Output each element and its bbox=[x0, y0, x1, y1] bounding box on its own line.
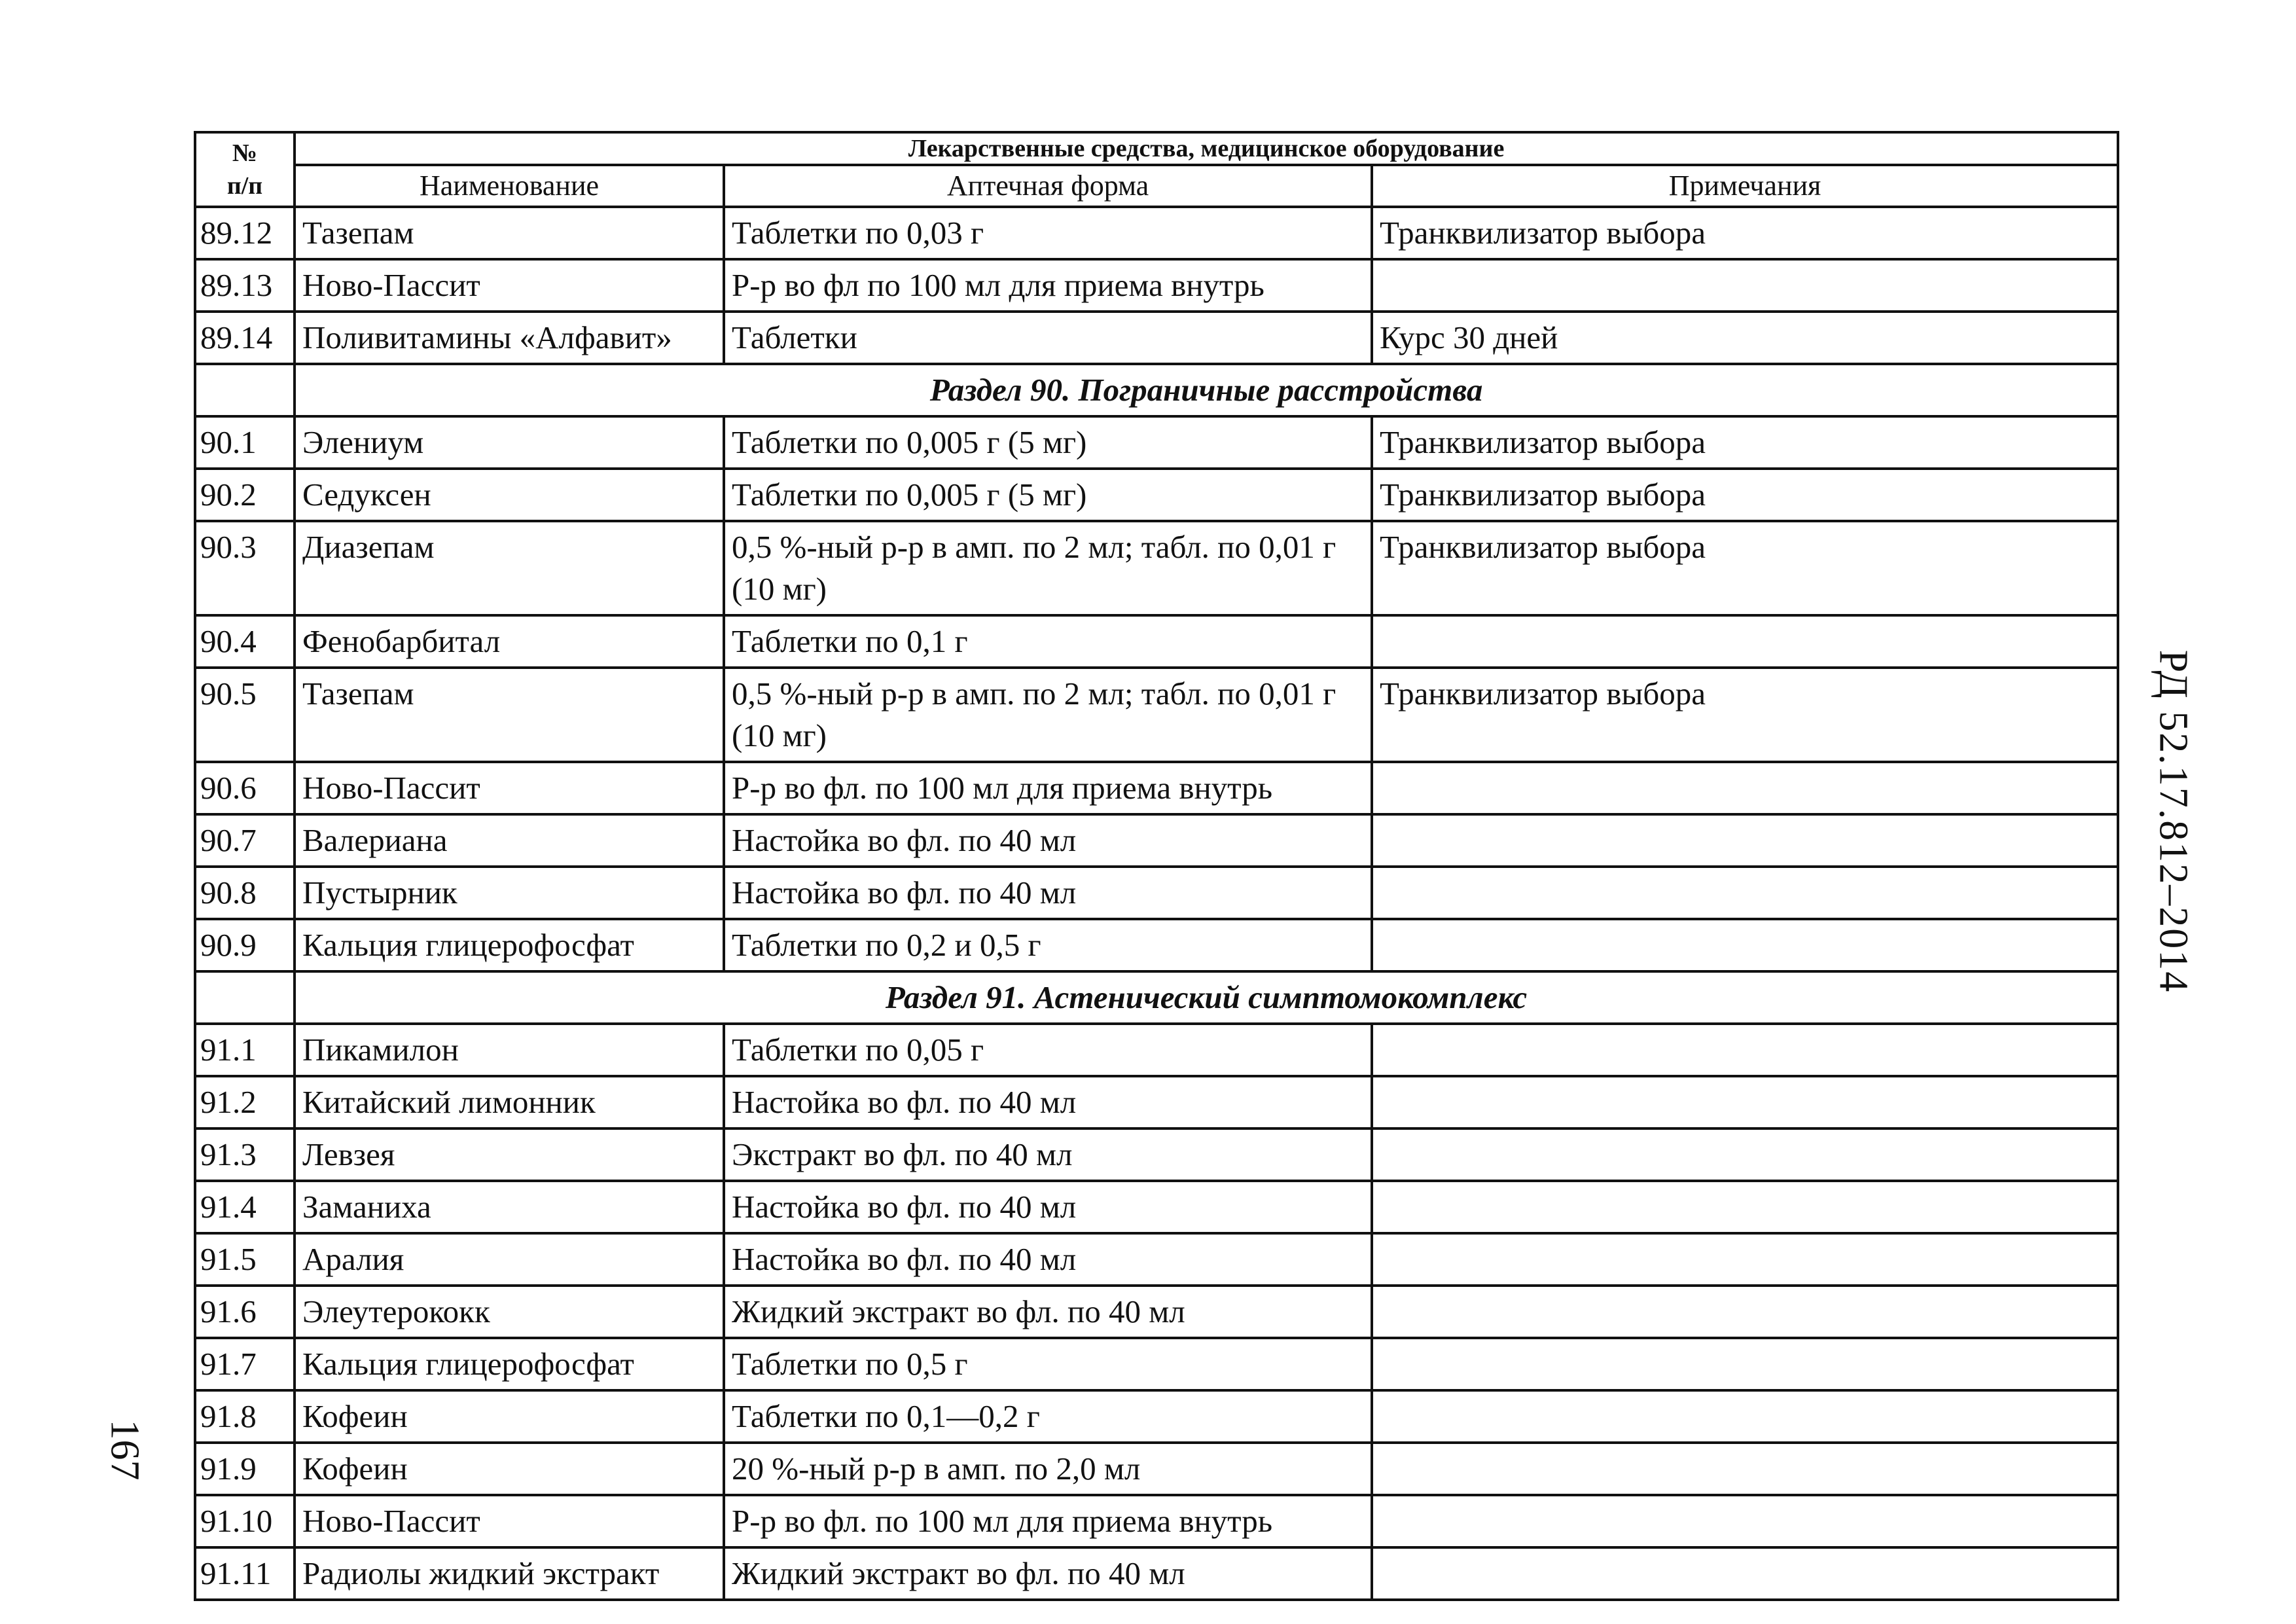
section-row bbox=[195, 971, 2118, 1024]
row-note: Транквилизатор выбора bbox=[1372, 668, 2118, 762]
row-name: Кальция глицерофосфат bbox=[295, 919, 724, 971]
row-form: Настойка во фл. по 40 мл bbox=[724, 1233, 1372, 1286]
row-name: Поливитамины «Алфавит» bbox=[295, 312, 724, 364]
section-number-cell bbox=[195, 971, 295, 1024]
row-form: 20 %-ный р-р в амп. по 2,0 мл bbox=[724, 1443, 1372, 1495]
row-name: Радиолы жидкий экстракт bbox=[295, 1547, 724, 1600]
row-form: Настойка во фл. по 40 мл bbox=[724, 1076, 1372, 1128]
table-row bbox=[195, 1024, 2118, 1076]
row-number: 91.4 bbox=[195, 1181, 295, 1233]
table-row bbox=[195, 1181, 2118, 1233]
header-number bbox=[195, 132, 295, 207]
row-form: Таблетки по 0,03 г bbox=[724, 207, 1372, 259]
row-note bbox=[1372, 1024, 2118, 1076]
table-row bbox=[195, 919, 2118, 971]
row-note bbox=[1372, 259, 2118, 312]
table-row bbox=[195, 1547, 2118, 1600]
row-number: 90.8 bbox=[195, 867, 295, 919]
row-number: 90.1 bbox=[195, 416, 295, 469]
table-row bbox=[195, 312, 2118, 364]
table-row bbox=[195, 416, 2118, 469]
header-notes: Примечания bbox=[1372, 165, 2118, 207]
table-row bbox=[195, 521, 2118, 615]
section-title: Раздел 90. Пограничные расстройства bbox=[295, 364, 2118, 416]
table-row bbox=[195, 668, 2118, 762]
row-name: Диазепам bbox=[295, 521, 724, 615]
row-number: 90.4 bbox=[195, 615, 295, 668]
row-number: 89.14 bbox=[195, 312, 295, 364]
row-note bbox=[1372, 1443, 2118, 1495]
header-number-symbol: № bbox=[232, 139, 258, 167]
row-name: Элениум bbox=[295, 416, 724, 469]
row-number: 91.5 bbox=[195, 1233, 295, 1286]
table-row bbox=[195, 469, 2118, 521]
row-name: Кофеин bbox=[295, 1390, 724, 1443]
row-number: 90.3 bbox=[195, 521, 295, 615]
document-code-text: РД 52.17.812–2014 bbox=[2151, 649, 2196, 994]
row-note bbox=[1372, 814, 2118, 867]
row-note bbox=[1372, 1076, 2118, 1128]
table-row bbox=[195, 259, 2118, 312]
row-note: Курс 30 дней bbox=[1372, 312, 2118, 364]
row-form: Таблетки по 0,005 г (5 мг) bbox=[724, 416, 1372, 469]
table-row bbox=[195, 1128, 2118, 1181]
row-note bbox=[1372, 1286, 2118, 1338]
header-number-label: п/п bbox=[226, 172, 263, 200]
row-note bbox=[1372, 867, 2118, 919]
row-name: Левзея bbox=[295, 1128, 724, 1181]
table-row bbox=[195, 1286, 2118, 1338]
header-name: Наименование bbox=[295, 165, 724, 207]
row-name: Тазепам bbox=[295, 668, 724, 762]
table-row bbox=[195, 814, 2118, 867]
medicines-table bbox=[194, 131, 2119, 1601]
row-number: 91.10 bbox=[195, 1495, 295, 1547]
row-name: Кальция глицерофосфат bbox=[295, 1338, 724, 1390]
row-form: Р-р во фл по 100 мл для приема внутрь bbox=[724, 259, 1372, 312]
row-note bbox=[1372, 1233, 2118, 1286]
row-note bbox=[1372, 1181, 2118, 1233]
row-name: Фенобарбитал bbox=[295, 615, 724, 668]
row-note bbox=[1372, 1390, 2118, 1443]
row-note: Транквилизатор выбора bbox=[1372, 416, 2118, 469]
row-note bbox=[1372, 615, 2118, 668]
row-number: 89.13 bbox=[195, 259, 295, 312]
row-form: 0,5 %-ный р-р в амп. по 2 мл; табл. по 0,01 г (10 мг) bbox=[724, 668, 1372, 762]
table-row bbox=[195, 1443, 2118, 1495]
row-form: Таблетки по 0,1—0,2 г bbox=[724, 1390, 1372, 1443]
row-name: Пикамилон bbox=[295, 1024, 724, 1076]
page-number-text: 167 bbox=[102, 1419, 147, 1481]
row-note bbox=[1372, 1547, 2118, 1600]
table-row bbox=[195, 1233, 2118, 1286]
header-form: Аптечная форма bbox=[724, 165, 1372, 207]
row-form: Экстракт во фл. по 40 мл bbox=[724, 1128, 1372, 1181]
row-name: Ново-Пассит bbox=[295, 259, 724, 312]
row-number: 91.6 bbox=[195, 1286, 295, 1338]
row-note bbox=[1372, 1495, 2118, 1547]
row-form: Настойка во фл. по 40 мл bbox=[724, 867, 1372, 919]
row-number: 91.9 bbox=[195, 1443, 295, 1495]
row-number: 91.8 bbox=[195, 1390, 295, 1443]
row-name: Тазепам bbox=[295, 207, 724, 259]
row-note bbox=[1372, 1128, 2118, 1181]
row-number: 91.7 bbox=[195, 1338, 295, 1390]
row-form: Таблетки по 0,05 г bbox=[724, 1024, 1372, 1076]
row-name: Заманиха bbox=[295, 1181, 724, 1233]
table-row bbox=[195, 1390, 2118, 1443]
row-note: Транквилизатор выбора bbox=[1372, 207, 2118, 259]
table-row bbox=[195, 207, 2118, 259]
row-note bbox=[1372, 1338, 2118, 1390]
row-form: Таблетки по 0,1 г bbox=[724, 615, 1372, 668]
row-name: Ново-Пассит bbox=[295, 1495, 724, 1547]
row-name: Пустырник bbox=[295, 867, 724, 919]
row-number: 90.2 bbox=[195, 469, 295, 521]
row-form: Жидкий экстракт во фл. по 40 мл bbox=[724, 1286, 1372, 1338]
row-number: 91.11 bbox=[195, 1547, 295, 1600]
header-group-title: Лекарственные средства, медицинское оборудование bbox=[295, 132, 2118, 165]
row-name: Валериана bbox=[295, 814, 724, 867]
row-number: 90.6 bbox=[195, 762, 295, 814]
row-note bbox=[1372, 919, 2118, 971]
table-row bbox=[195, 867, 2118, 919]
table-row bbox=[195, 1338, 2118, 1390]
row-name: Элеутерококк bbox=[295, 1286, 724, 1338]
row-name: Ново-Пассит bbox=[295, 762, 724, 814]
table-header-row bbox=[195, 132, 2118, 165]
table-row bbox=[195, 1495, 2118, 1547]
section-number-cell bbox=[195, 364, 295, 416]
row-note: Транквилизатор выбора bbox=[1372, 469, 2118, 521]
row-number: 91.2 bbox=[195, 1076, 295, 1128]
row-form: Настойка во фл. по 40 мл bbox=[724, 814, 1372, 867]
row-number: 89.12 bbox=[195, 207, 295, 259]
row-number: 90.5 bbox=[195, 668, 295, 762]
table-row bbox=[195, 762, 2118, 814]
row-form: Таблетки по 0,2 и 0,5 г bbox=[724, 919, 1372, 971]
row-note: Транквилизатор выбора bbox=[1372, 521, 2118, 615]
row-form: Настойка во фл. по 40 мл bbox=[724, 1181, 1372, 1233]
row-form: Р-р во фл. по 100 мл для приема внутрь bbox=[724, 762, 1372, 814]
row-form: 0,5 %-ный р-р в амп. по 2 мл; табл. по 0,01 г (10 мг) bbox=[724, 521, 1372, 615]
table-row bbox=[195, 1076, 2118, 1128]
section-row bbox=[195, 364, 2118, 416]
row-name: Седуксен bbox=[295, 469, 724, 521]
table-row bbox=[195, 615, 2118, 668]
row-name: Кофеин bbox=[295, 1443, 724, 1495]
row-number: 90.7 bbox=[195, 814, 295, 867]
row-form: Таблетки по 0,5 г bbox=[724, 1338, 1372, 1390]
row-number: 91.1 bbox=[195, 1024, 295, 1076]
row-name: Аралия bbox=[295, 1233, 724, 1286]
row-form: Таблетки по 0,005 г (5 мг) bbox=[724, 469, 1372, 521]
row-note bbox=[1372, 762, 2118, 814]
section-title: Раздел 91. Астенический симптомокомплекс bbox=[295, 971, 2118, 1024]
table-subheader-row bbox=[195, 165, 2118, 207]
row-form: Таблетки bbox=[724, 312, 1372, 364]
row-number: 91.3 bbox=[195, 1128, 295, 1181]
row-form: Жидкий экстракт во фл. по 40 мл bbox=[724, 1547, 1372, 1600]
row-name: Китайский лимонник bbox=[295, 1076, 724, 1128]
row-form: Р-р во фл. по 100 мл для приема внутрь bbox=[724, 1495, 1372, 1547]
row-number: 90.9 bbox=[195, 919, 295, 971]
